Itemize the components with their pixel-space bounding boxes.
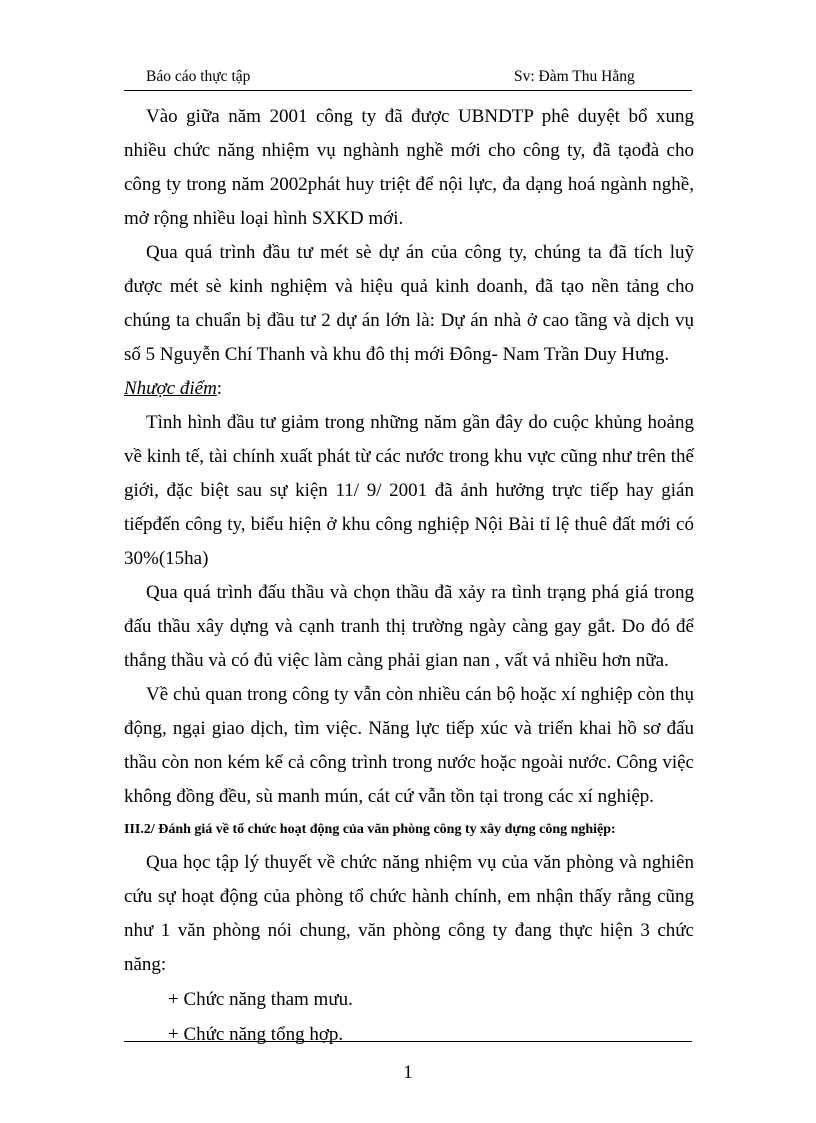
paragraph-expansion: Vào giữa năm 2001 công ty đã được UBNDTP phê duyệt bổ xung nhiều chức năng nhiệm vụ nghành nghề mới cho công ty, đã tạođà cho công ty trong năm 2002phát huy triệt để nội lực, đa dạng hoá ngành nghề, mở rộng nhiều loại hình SXKD mới.: [124, 106, 694, 229]
paragraph-investment-decline: Tình hình đầu tư giảm trong những năm gần đây do cuộc khủng hoảng về kinh tế, tài chính xuất phát từ các nước trong khu vực cũng như trên thế giới, đặc biệt sau sự kiện 11/ 9/ 2001 đã ảnh hưởng trực tiếp hay gián tiếpđến công ty, biểu hiện ở khu công nghiệp Nội Bài tỉ lệ thuê đất mới có 30%(15ha): [124, 412, 694, 569]
paragraph-office-functions: Qua học tập lý thuyết về chức năng nhiệm vụ của văn phòng và nghiên cứu sự hoạt động của phòng tổ chức hành chính, em nhận thấy rằng cũng như 1 văn phòng nói chung, văn phòng công ty đang thực hiện 3 chức năng:: [124, 852, 694, 975]
paragraph-bidding: Qua quá trình đấu thầu và chọn thầu đã xảy ra tình trạng phá giá trong đấu thầu xây dựng và cạnh tranh thị trường ngày càng gay gắt. Do đó để thắng thầu và có đủ việc làm càng phải gian nan , vất vả nhiều hơn nữa.: [124, 582, 694, 671]
paragraph-investment-experience: Qua quá trình đầu tư mét sè dự án của công ty, chúng ta đã tích luỹ được mét sè kinh nghiệm và hiệu quả kinh doanh, đã tạo nền tảng cho chúng ta chuẩn bị đầu tư 2 dự án lớn là: Dự án nhà ở cao tầng và dịch vụ số 5 Nguyễn Chí Thanh và khu đô thị mới Đông- Nam Trần Duy Hưng.: [124, 242, 694, 365]
weakness-heading-colon: :: [216, 378, 223, 399]
footer-divider: [124, 1041, 692, 1042]
header-student-name: Sv: Đàm Thu Hằng: [514, 68, 635, 85]
document-body: [124, 100, 694, 1052]
list-item: + Chức năng tham mưu.: [168, 989, 353, 1010]
header-report-title: Báo cáo thực tập: [146, 68, 251, 85]
paragraph-subjective-issues: Về chủ quan trong công ty vẫn còn nhiều cán bộ hoặc xí nghiệp còn thụ động, ngại giao dịch, tìm việc. Năng lực tiếp xúc và triển khai hồ sơ đấu thầu còn non kém kể cả công trình trong nước hoặc ngoài nước. Công việc không đồng đều, sù manh mún, cát cứ vẫn tồn tại trong các xí nghiệp.: [124, 684, 694, 807]
page-number: 1: [403, 1062, 413, 1083]
section-heading: III.2/ Đánh giá về tổ chức hoạt động của văn phòng công ty xây dựng công nghiệp:: [124, 822, 616, 837]
list-item: + Chức năng tổng hợp.: [168, 1024, 344, 1045]
weakness-heading: Nhược điểm: [124, 378, 217, 399]
page-header: [124, 66, 692, 91]
weakness-heading-line: [124, 372, 694, 406]
